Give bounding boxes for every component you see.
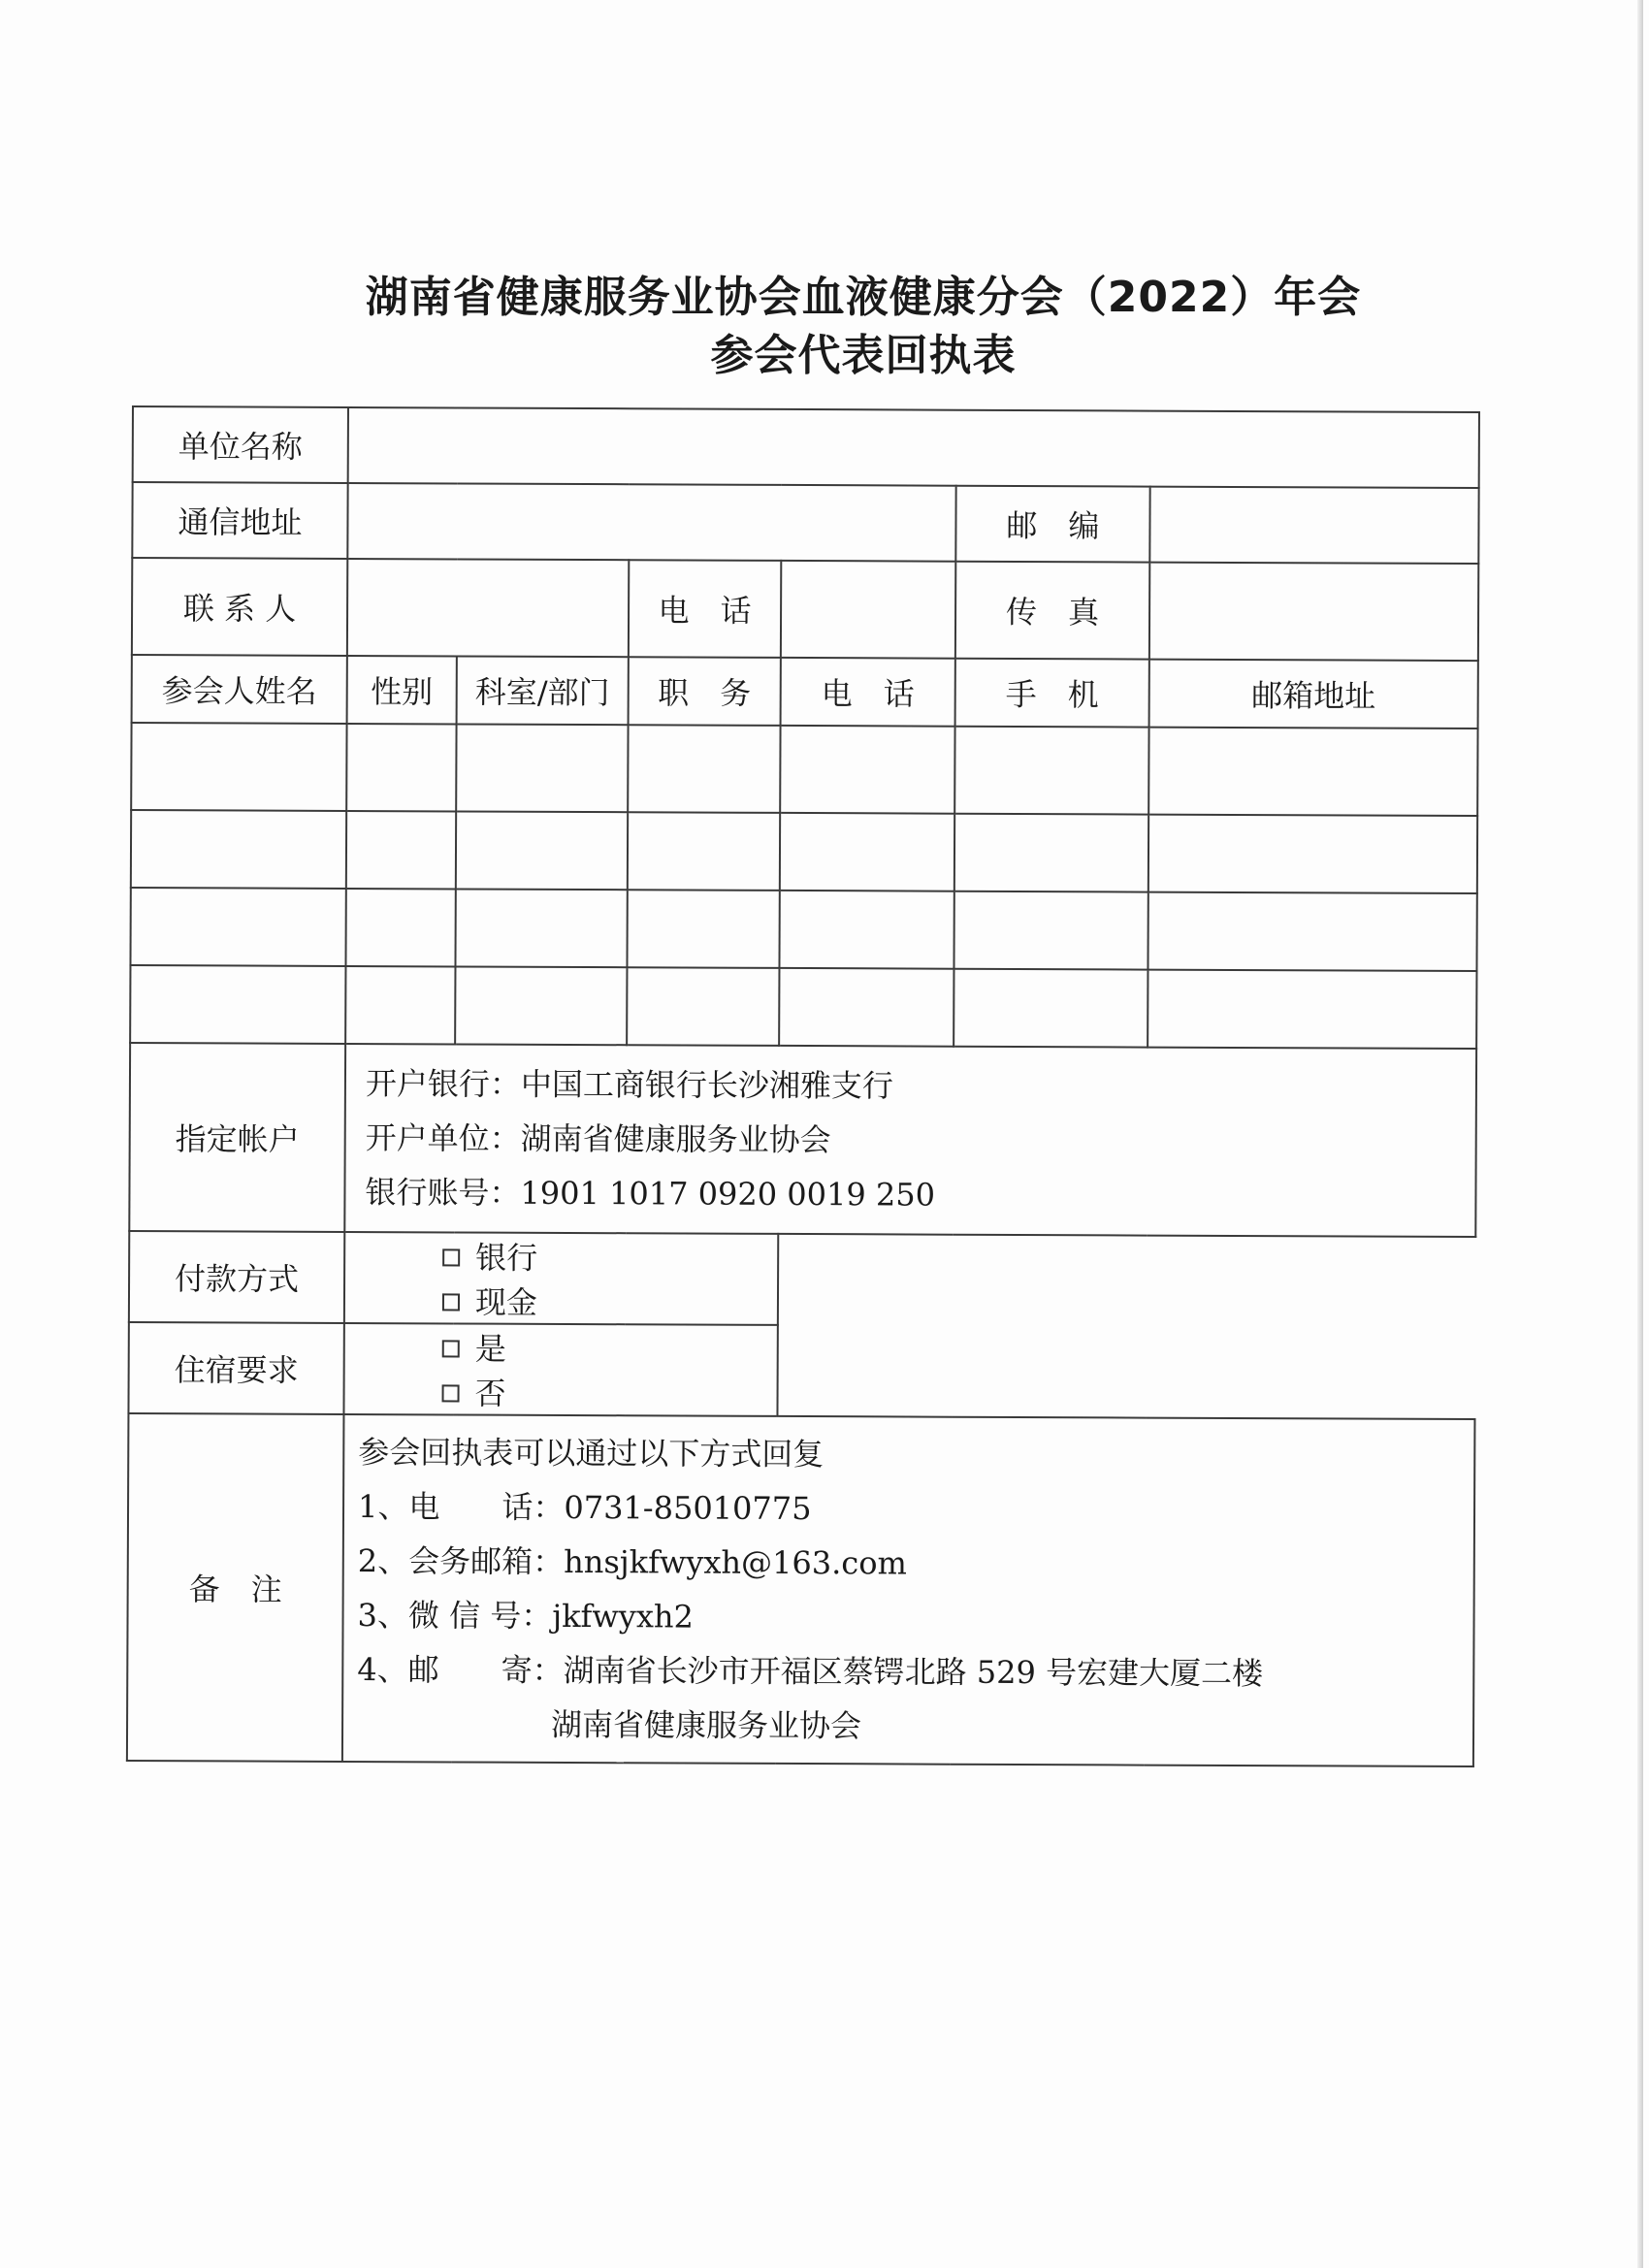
notes-mail-address: 4、邮 寄：湖南省长沙市开福区蔡锷北路 529 号宏建大厦二楼 <box>357 1651 1264 1693</box>
attendee-department-cell[interactable] <box>456 724 628 812</box>
attendee-phone-cell[interactable] <box>780 726 954 814</box>
col-phone: 电 话 <box>781 658 955 727</box>
checkbox-icon[interactable] <box>442 1340 460 1357</box>
attendee-mobile-cell[interactable] <box>954 891 1148 970</box>
notes-wechat: 3、微 信 号：jkfwyxh2 <box>357 1597 695 1636</box>
attendee-department-cell[interactable] <box>455 966 627 1045</box>
fax-label: 传 真 <box>955 562 1149 660</box>
attendee-email-cell[interactable] <box>1148 892 1476 971</box>
phone-field[interactable] <box>781 561 955 659</box>
account-details <box>344 1044 1476 1237</box>
address-field[interactable] <box>347 483 955 562</box>
postcode-field[interactable] <box>1149 487 1478 564</box>
unit-name-field[interactable] <box>348 407 1479 488</box>
checkbox-icon[interactable] <box>442 1248 460 1266</box>
attendee-position-cell[interactable] <box>627 890 779 968</box>
registration-form <box>126 405 1478 1767</box>
address-row <box>132 482 1478 564</box>
postcode-label: 邮 编 <box>955 486 1149 563</box>
phone-label: 电 话 <box>629 560 781 658</box>
payment-option-bank[interactable] <box>442 1233 537 1278</box>
col-department: 科室/部门 <box>457 656 629 725</box>
fax-field[interactable] <box>1149 563 1478 661</box>
col-attendee-name: 参会人姓名 <box>132 655 347 724</box>
attendee-row <box>131 723 1477 816</box>
address-label: 通信地址 <box>132 482 347 559</box>
attendee-gender-cell[interactable] <box>345 889 455 966</box>
account-holder-line: 开户单位：湖南省健康服务业协会 <box>365 1119 831 1159</box>
account-number-line: 银行账号：1901 1017 0920 0019 250 <box>365 1174 936 1214</box>
attendee-mobile-cell[interactable] <box>954 969 1148 1048</box>
attendee-position-cell[interactable] <box>628 725 780 813</box>
notes-row <box>127 1413 1475 1766</box>
lodging-options <box>343 1323 777 1416</box>
unit-name-row <box>133 406 1479 488</box>
attendee-phone-cell[interactable] <box>780 813 954 891</box>
attendee-email-cell[interactable] <box>1148 970 1476 1049</box>
attendee-position-cell[interactable] <box>628 812 780 891</box>
attendee-gender-cell[interactable] <box>346 724 456 811</box>
col-mobile: 手 机 <box>955 659 1149 728</box>
attendee-gender-cell[interactable] <box>346 811 456 889</box>
attendee-row <box>130 965 1476 1049</box>
attendee-mobile-cell[interactable] <box>954 814 1148 892</box>
notes-content <box>342 1414 1475 1766</box>
attendee-department-cell[interactable] <box>455 889 627 967</box>
payment-option-bank-label: 银行 <box>475 1239 538 1277</box>
account-row <box>129 1043 1476 1237</box>
payment-row <box>129 1231 1475 1328</box>
notes-phone: 1、电 话：0731-85010775 <box>357 1488 812 1528</box>
contact-row <box>132 558 1478 661</box>
payment-options <box>344 1232 778 1325</box>
notes-label: 备 注 <box>127 1413 344 1762</box>
col-gender: 性别 <box>347 656 457 724</box>
attendee-row <box>130 888 1476 971</box>
attendee-name-cell[interactable] <box>130 888 345 966</box>
checkbox-icon[interactable] <box>442 1293 460 1311</box>
attendee-phone-cell[interactable] <box>779 968 954 1047</box>
account-label: 指定帐户 <box>129 1043 345 1232</box>
lodging-option-no[interactable] <box>441 1369 505 1413</box>
attendee-email-cell[interactable] <box>1148 728 1477 816</box>
unit-name-label: 单位名称 <box>133 406 348 483</box>
notes-intro: 参会回执表可以通过以下方式回复 <box>358 1434 824 1474</box>
attendee-department-cell[interactable] <box>456 811 628 890</box>
document-title: 湖南省健康服务业协会血液健康分会（2022）年会 <box>365 273 1362 322</box>
lodging-option-no-label: 否 <box>474 1375 506 1412</box>
attendee-name-cell[interactable] <box>131 810 346 889</box>
payment-label: 付款方式 <box>129 1231 344 1323</box>
contact-label: 联 系 人 <box>132 558 347 656</box>
col-position: 职 务 <box>629 657 781 726</box>
blank-area <box>777 1234 1475 1419</box>
attendee-email-cell[interactable] <box>1148 815 1477 893</box>
col-email: 邮箱地址 <box>1149 660 1478 729</box>
document-subtitle: 参会代表回执表 <box>710 331 1017 380</box>
lodging-option-yes[interactable] <box>442 1324 506 1369</box>
attendee-row <box>131 810 1477 893</box>
lodging-label: 住宿要求 <box>128 1322 343 1414</box>
attendee-gender-cell[interactable] <box>345 966 455 1044</box>
attendee-name-cell[interactable] <box>130 965 345 1044</box>
attendee-name-cell[interactable] <box>131 723 346 811</box>
contact-field[interactable] <box>347 559 629 657</box>
attendee-phone-cell[interactable] <box>779 891 954 969</box>
checkbox-icon[interactable] <box>442 1384 460 1402</box>
account-bank-line: 开户银行：中国工商银行长沙湘雅支行 <box>365 1065 894 1105</box>
attendee-header-row <box>132 655 1478 729</box>
notes-mail-recipient: 湖南省健康服务业协会 <box>550 1705 862 1745</box>
payment-option-cash[interactable] <box>442 1278 537 1322</box>
payment-option-cash-label: 现金 <box>474 1283 538 1321</box>
form-table <box>126 405 1480 1767</box>
attendee-position-cell[interactable] <box>627 967 779 1046</box>
notes-email: 2、会务邮箱：hnsjkfwyxh@163.com <box>357 1542 907 1582</box>
attendee-mobile-cell[interactable] <box>954 727 1148 815</box>
lodging-option-yes-label: 是 <box>474 1330 506 1368</box>
